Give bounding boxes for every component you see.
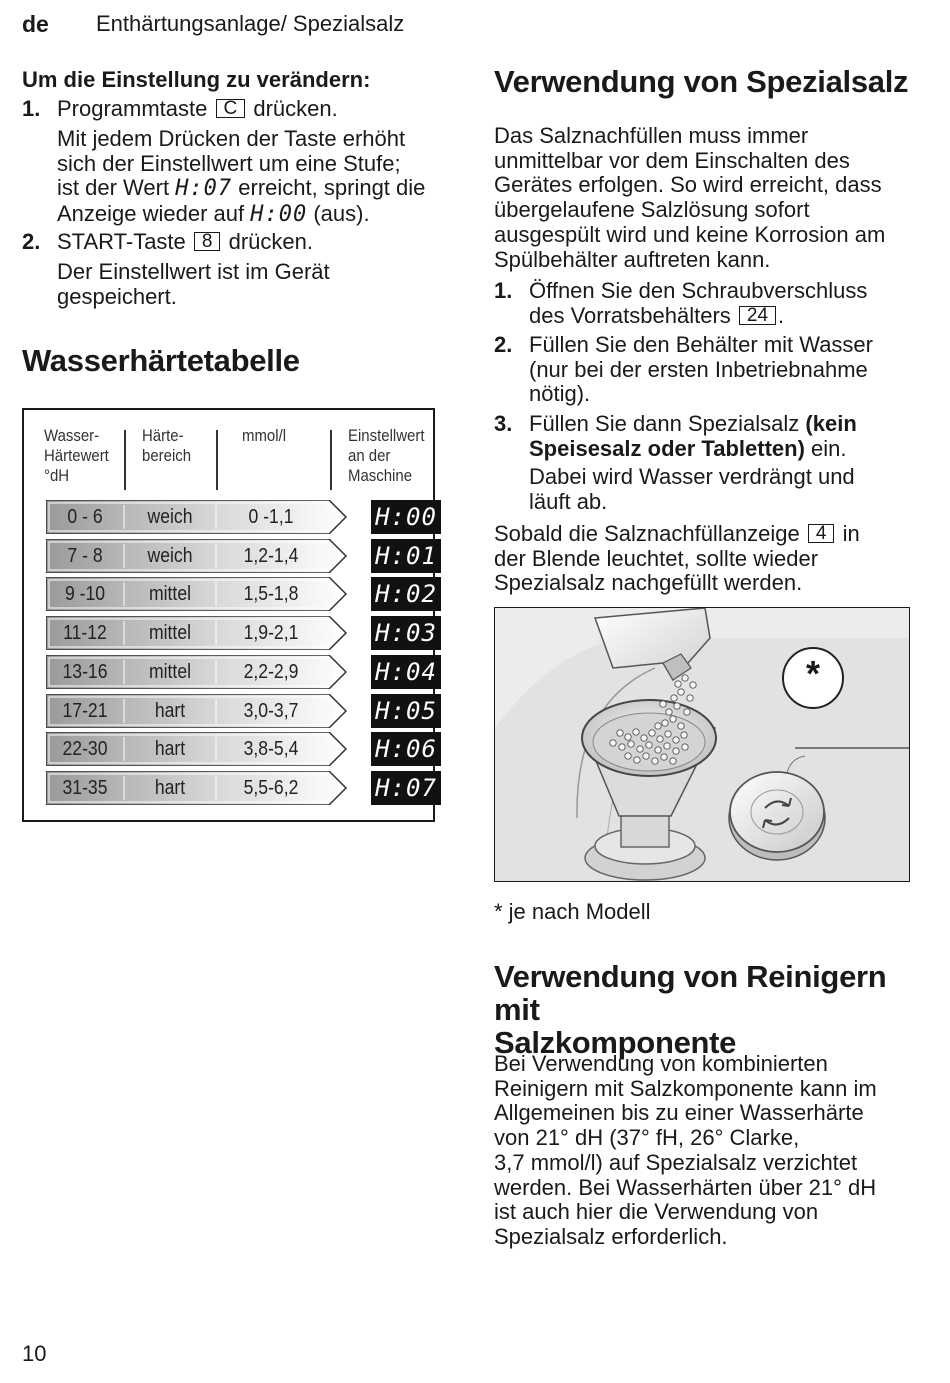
water-hardness-table (22, 408, 435, 822)
salt-step-3 (494, 412, 934, 464)
cell-hardness-range: weich (147, 544, 193, 567)
part-24-icon: 24 (739, 306, 776, 325)
step-text: Programmtaste (57, 96, 208, 121)
cell-mmol: 1,9-2,1 (243, 622, 299, 645)
text-line: läuft ab. (529, 488, 608, 514)
table-row (46, 500, 437, 534)
cell-hardness-range: hart (154, 699, 186, 722)
table-row (46, 694, 437, 728)
table-row (46, 616, 437, 650)
setting-display: H:06 (371, 732, 441, 766)
cell-water-hardness: 22-30 (62, 738, 108, 761)
text-line: Füllen Sie dann Spezialsalz (529, 411, 800, 436)
text-line: übergelaufene Salzlösung sofort (494, 197, 810, 223)
cell-hardness-range: mittel (148, 583, 192, 606)
step-text: drücken. (228, 229, 313, 254)
text-line: von 21° dH (37° fH, 26° Clarke, (494, 1125, 800, 1151)
salt-intro (494, 124, 934, 272)
text-line: nötig). (529, 381, 591, 407)
cell-mmol: 0 -1,1 (248, 506, 294, 528)
text-line: 3,7 mmol/l) auf Spezialsalz verzichtet (494, 1149, 858, 1175)
text-line: Der Einstellwert ist im Gerät (57, 259, 330, 284)
cell-hardness-range: mittel (148, 660, 192, 683)
setting-display: H:00 (371, 500, 441, 534)
cell-hardness-range: weich (147, 506, 193, 528)
text-line: Füllen Sie den Behälter mit Wasser (529, 332, 873, 357)
text-line: . (778, 302, 785, 328)
heading-line: Salzkomponente (494, 1025, 737, 1060)
text-line: sich der Einstellwert um eine Stufe; (57, 150, 401, 176)
cell-water-hardness: 9 -10 (64, 583, 106, 606)
key-8-icon: 8 (194, 232, 221, 251)
table-row (46, 577, 437, 611)
text-line: Reinigern mit Salzkomponente kann im (494, 1075, 877, 1101)
text-line: Anzeige wieder auf (57, 201, 245, 227)
cell-hardness-range: hart (154, 776, 186, 799)
step-2-detail (57, 260, 467, 309)
header-line: Wasser- (44, 426, 100, 445)
setting-display: H:02 (371, 577, 441, 611)
text-line: unmittelbar vor dem Einschalten des (494, 147, 850, 173)
cell-mmol: 5,5-6,2 (243, 776, 299, 799)
salt-step-3-detail (529, 465, 939, 514)
header-line: Härtewert (44, 446, 109, 465)
header-water-hardness (44, 426, 109, 486)
setting-display: H:05 (371, 694, 441, 728)
header-line: Maschine (348, 466, 413, 485)
salt-step-1 (494, 279, 934, 331)
header-hardness-range (142, 426, 191, 466)
text-line: gespeichert. (57, 283, 177, 309)
cell-hardness-range: mittel (148, 622, 192, 645)
text-line: werden. Bei Wasserhärten über 21° dH (494, 1174, 877, 1200)
model-footnote-marker: * (805, 653, 820, 694)
text-line: Spülbehälter auftreten kann. (494, 246, 771, 272)
cell-water-hardness: 7 - 8 (67, 544, 103, 567)
text-line: ist auch hier die Verwendung von (494, 1199, 819, 1225)
page-number: 10 (22, 1341, 47, 1366)
language-code: de (22, 11, 49, 37)
text-line: (nur bei der ersten Inbetriebnahme (529, 356, 868, 382)
text-line: Allgemeinen bis zu einer Wasserhärte (494, 1100, 864, 1126)
heading-line: Verwendung von Reinigern mit (494, 959, 887, 1027)
text-line: in (842, 521, 860, 546)
table-heading: Wasserhärtetabelle (22, 343, 300, 378)
cleaner-text (494, 1052, 934, 1250)
warning-text: (kein (805, 411, 857, 436)
display-code: H:00 (250, 202, 308, 228)
step-number: 1. (22, 96, 41, 121)
text-line: ausgespült wird und keine Korrosion am (494, 221, 886, 247)
cleaner-heading (494, 960, 934, 1059)
header-divider (330, 430, 332, 490)
header-line: an der (348, 446, 391, 465)
text-line: Das Salznachfüllen muss immer (494, 123, 809, 148)
text-line: der Blende leuchtet, sollte wieder (494, 545, 819, 571)
cell-mmol: 3,0-3,7 (243, 699, 299, 722)
header-line: °dH (44, 466, 70, 485)
table-row (46, 655, 437, 689)
text-line: Gerätes erfolgen. So wird erreicht, dass (494, 172, 882, 198)
cell-mmol: 3,8-5,4 (243, 738, 299, 761)
table-row (46, 771, 437, 805)
step-2 (22, 230, 462, 256)
cell-water-hardness: 13-16 (62, 660, 108, 683)
salt-filling-illustration (494, 607, 910, 882)
step-number: 1. (494, 278, 513, 303)
header-divider (216, 430, 218, 490)
text-line: des Vorratsbehälters (529, 302, 731, 328)
figure-footnote: * je nach Modell (494, 899, 651, 924)
text-line: erreicht, springt die (238, 175, 426, 201)
setting-display: H:01 (371, 539, 441, 573)
text-line: Spezialsalz nachgefüllt werden. (494, 570, 803, 596)
change-heading: Um die Einstellung zu verändern: (22, 67, 371, 92)
step-number: 2. (494, 332, 513, 357)
header-setting (348, 426, 424, 486)
page-header-title: Enthärtungsanlage/ Spezialsalz (96, 11, 405, 36)
text-line: ein. (811, 435, 847, 461)
text-line: Bei Verwendung von kombinierten (494, 1051, 828, 1076)
setting-display: H:07 (371, 771, 441, 805)
text-line: Öffnen Sie den Schraubverschluss (529, 278, 868, 303)
step-1-detail (57, 127, 467, 228)
cell-mmol: 1,2-1,4 (243, 544, 299, 567)
salt-funnel-drawing (495, 608, 909, 881)
text-line: Spezialsalz erforderlich. (494, 1223, 728, 1249)
cell-water-hardness: 11-12 (63, 622, 107, 645)
header-divider (124, 430, 126, 490)
salt-step-2 (494, 333, 934, 409)
cell-water-hardness: 17-21 (62, 699, 108, 722)
text-line: (aus). (313, 201, 370, 227)
step-text: START-Taste (57, 229, 186, 254)
header-line: Härte- (142, 426, 184, 445)
indicator-4-icon: 4 (808, 524, 835, 543)
header-line: bereich (142, 446, 192, 465)
table-row (46, 539, 437, 573)
indicator-text (494, 522, 934, 596)
step-number: 3. (494, 411, 513, 436)
cell-water-hardness: 0 - 6 (67, 506, 103, 528)
step-text: drücken. (253, 96, 338, 121)
cell-hardness-range: hart (154, 738, 186, 761)
text-line: Mit jedem Drücken der Taste erhöht (57, 126, 406, 151)
step-number: 2. (22, 229, 41, 254)
salt-heading: Verwendung von Spezialsalz (494, 64, 909, 99)
text-line: Dabei wird Wasser verdrängt und (529, 464, 855, 489)
key-c-icon: C (216, 99, 246, 118)
setting-display: H:03 (371, 616, 441, 650)
table-row (46, 732, 437, 766)
cell-mmol: 1,5-1,8 (243, 583, 299, 606)
display-code: H:07 (175, 176, 233, 202)
step-1 (22, 97, 462, 123)
warning-text: Speisesalz oder Tabletten) (529, 435, 805, 461)
text-line: Sobald die Salznachfüllanzeige (494, 521, 800, 546)
cell-water-hardness: 31-35 (62, 776, 108, 799)
setting-display: H:04 (371, 655, 441, 689)
header-line: Einstellwert (348, 426, 425, 445)
cell-mmol: 2,2-2,9 (243, 660, 299, 683)
header-mmol: mmol/l (242, 426, 287, 445)
text-line: ist der Wert (57, 175, 170, 201)
